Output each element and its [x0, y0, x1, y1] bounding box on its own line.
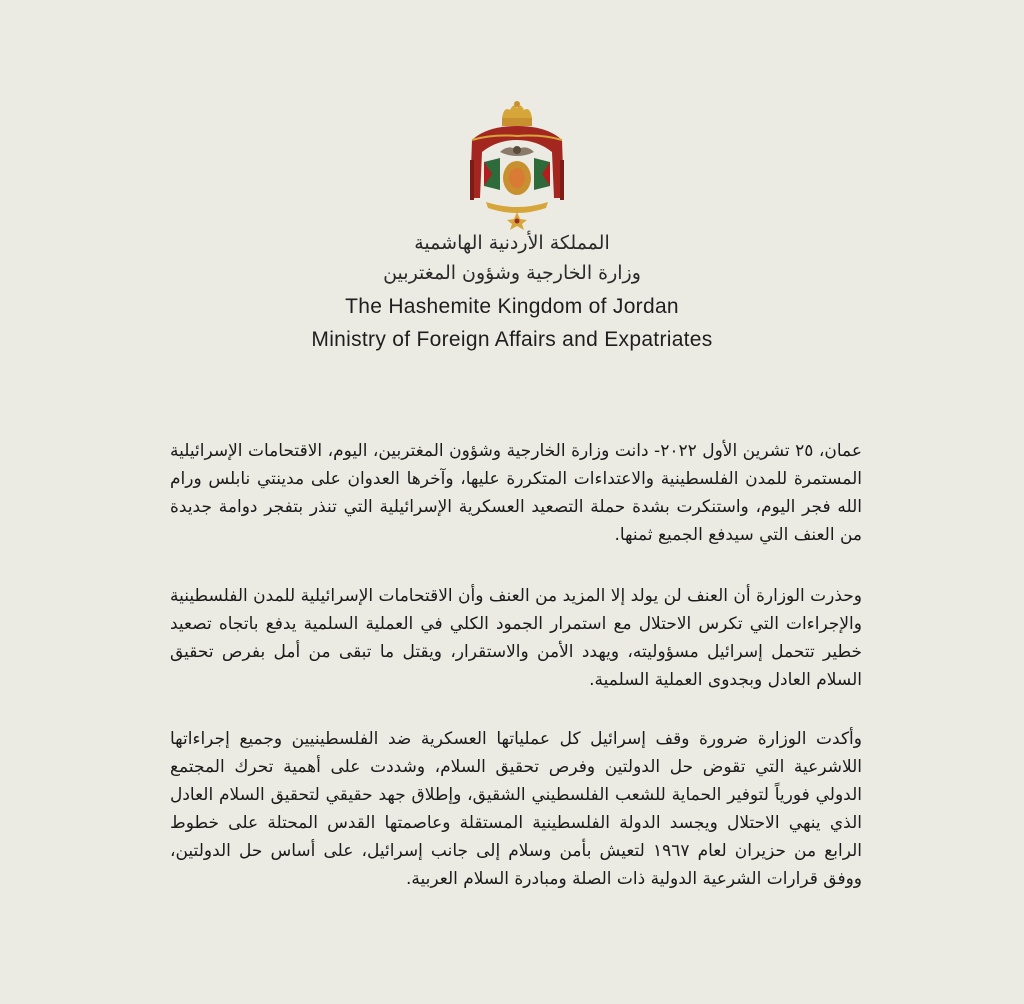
crown-icon [502, 101, 532, 126]
arabic-kingdom-title: المملكة الأردنية الهاشمية [414, 232, 610, 254]
statement-paragraph-3: وأكدت الوزارة ضرورة وقف إسرائيل كل عملياتها العسكرية ضد الفلسطينيين وجميع إجراءاتها اللاشرعية التي تقوض حل الدولتين وفرص تحقيق السلام، وشددت على أهمية تحرك المجتمع الدولي فورياً لتوفير الحماية للشعب الفلسطيني الشقيق، وإطلاق جهد حقيقي لتحقيق السلام العادل الذي ينهي الاحتلال ويجسد الدولة الفلسطينية المستقلة وعاصمتها القدس المحتلة على خطوط الرابع من حزيران لعام ١٩٦٧ لتعيش بأمن وسلام إلى جانب إسرائيل، على أساس حل الدولتين، ووفق قرارات الشرعية الدولية ذات الصلة ومبادرة السلام العربية. [170, 729, 862, 889]
jordan-coat-of-arms-icon [462, 100, 572, 230]
statement-paragraph-2: وحذرت الوزارة أن العنف لن يولد إلا المزيد من العنف وأن الاقتحامات الإسرائيلية للمدن الفلسطينية والإجراءات التي تكرس الاحتلال مع استمرار الجمود الكلي في العملية السلمية يدفع باتجاه تصعيد خطير تتحمل إسرائيل مسؤوليته، ويهدد الأمن والاستقرار، ويقتل ما تبقى من أمل بفرص تحقيق السلام العادل وبجدوى العملية السلمية. [170, 586, 862, 690]
eagle-icon [500, 146, 534, 156]
order-star-icon [507, 212, 527, 230]
english-kingdom-title: The Hashemite Kingdom of Jordan [345, 295, 679, 318]
english-ministry-title: Ministry of Foreign Affairs and Expatriates [311, 328, 713, 351]
statement-paragraph-1: عمان، ٢٥ تشرين الأول ٢٠٢٢- دانت وزارة الخارجية وشؤون المغتربين، اليوم، الاقتحامات الإسرائيلية المستمرة للمدن الفلسطينية والاعتداءات المتكررة عليها، وآخرها العدوان على مدينتي نابلس ورام الله فجر اليوم، واستنكرت بشدة حملة التصعيد العسكرية الإسرائيلية التي تنذر بتفجر دوامة جديدة من العنف التي سيدفع الجميع ثمنها. [170, 441, 863, 545]
arabic-ministry-title: وزارة الخارجية وشؤون المغتربين [383, 262, 641, 284]
